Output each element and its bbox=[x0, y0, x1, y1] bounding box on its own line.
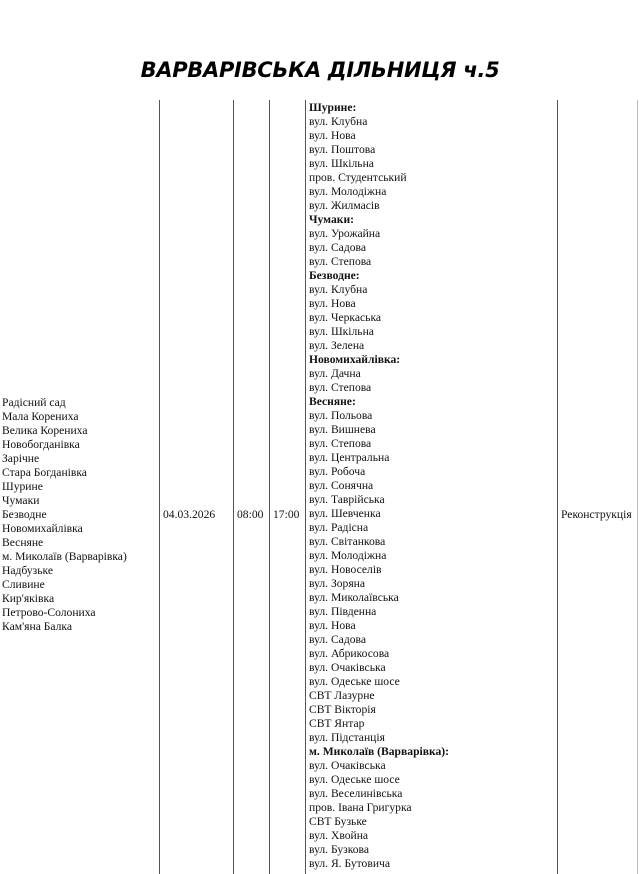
street-item: вул. Польова bbox=[309, 409, 373, 422]
settlements-cell bbox=[2, 396, 127, 634]
street-item: пров. Студентський bbox=[309, 171, 407, 184]
work-type-cell: Реконструкція bbox=[561, 508, 632, 521]
street-item: вул. Молодіжна bbox=[309, 185, 387, 198]
street-item: вул. Поштова bbox=[309, 143, 376, 156]
street-item: вул. Степова bbox=[309, 255, 372, 268]
settlement-item: Новобогданівка bbox=[2, 438, 80, 451]
column-divider bbox=[637, 100, 638, 874]
settlement-item: Велика Корениха bbox=[2, 424, 88, 437]
street-item: вул. Вишнева bbox=[309, 423, 376, 436]
locality-header: Безводне: bbox=[309, 269, 360, 282]
start-time-cell: 08:00 bbox=[237, 508, 264, 521]
street-item: вул. Очаківська bbox=[309, 661, 386, 674]
street-item: вул. Черкаська bbox=[309, 311, 382, 324]
street-item: вул. Урожайна bbox=[309, 227, 381, 240]
locality-header: Чумаки: bbox=[309, 213, 354, 226]
settlement-item: Безводне bbox=[2, 508, 47, 521]
page-title: ВАРВАРІВСЬКА ДІЛЬНИЦЯ ч.5 bbox=[140, 58, 500, 82]
street-item: вул. Зелена bbox=[309, 339, 365, 352]
column-divider bbox=[159, 100, 160, 874]
street-item: вул. Миколаївська bbox=[309, 591, 399, 604]
settlement-item: Кир'яківка bbox=[2, 592, 55, 605]
street-item: вул. Південна bbox=[309, 605, 377, 618]
street-item: вул. Центральна bbox=[309, 451, 390, 464]
street-item: вул. Садова bbox=[309, 633, 366, 646]
settlement-item: Стара Богданівка bbox=[2, 466, 87, 479]
streets-cell bbox=[309, 101, 449, 871]
settlement-item: Надбузьке bbox=[2, 564, 54, 577]
column-divider bbox=[305, 100, 306, 874]
settlement-item: Весняне bbox=[2, 536, 44, 549]
street-item: вул. Таврійська bbox=[309, 493, 385, 506]
settlement-item: Шурине bbox=[2, 480, 43, 493]
street-item: вул. Новоселів bbox=[309, 563, 382, 576]
column-divider bbox=[557, 100, 558, 874]
street-item: вул. Садова bbox=[309, 241, 366, 254]
settlement-item: Сливине bbox=[2, 578, 45, 591]
street-item: вул. Зоряна bbox=[309, 577, 366, 590]
settlement-item: Чумаки bbox=[2, 494, 40, 507]
locality-header: Весняне: bbox=[309, 395, 356, 408]
street-item: вул. Бузкова bbox=[309, 843, 370, 856]
street-item: вул. Нова bbox=[309, 619, 356, 632]
street-item: СВТ Лазурне bbox=[309, 689, 375, 702]
street-item: вул. Нова bbox=[309, 297, 356, 310]
locality-header: Шурине: bbox=[309, 101, 357, 114]
street-item: вул. Сонячна bbox=[309, 479, 374, 492]
street-item: вул. Степова bbox=[309, 437, 372, 450]
street-item: вул. Шкільна bbox=[309, 157, 374, 170]
street-item: вул. Шкільна bbox=[309, 325, 374, 338]
street-item: вул. Веселинівська bbox=[309, 787, 403, 800]
street-item: СВТ Вікторія bbox=[309, 703, 376, 716]
street-item: вул. Очаківська bbox=[309, 759, 386, 772]
street-item: вул. Одеське шосе bbox=[309, 773, 400, 786]
locality-header: м. Миколаїв (Варварівка): bbox=[309, 745, 450, 758]
street-item: СВТ Янтар bbox=[309, 717, 365, 730]
street-item: вул. Одеське шосе bbox=[309, 675, 400, 688]
column-divider bbox=[269, 100, 270, 874]
street-item: вул. Молодіжна bbox=[309, 549, 387, 562]
street-item: вул. Шевченка bbox=[309, 507, 381, 520]
end-time-cell: 17:00 bbox=[273, 508, 300, 521]
street-item: вул. Нова bbox=[309, 129, 356, 142]
street-item: вул. Я. Бутовича bbox=[309, 857, 391, 870]
street-item: вул. Хвойна bbox=[309, 829, 369, 842]
settlement-item: Мала Корениха bbox=[2, 410, 79, 423]
street-item: пров. Івана Григурка bbox=[309, 801, 412, 814]
street-item: вул. Клубна bbox=[309, 283, 368, 296]
date-cell: 04.03.2026 bbox=[163, 508, 216, 521]
settlement-item: м. Миколаїв (Варварівка) bbox=[2, 550, 127, 563]
street-item: вул. Робоча bbox=[309, 465, 366, 478]
column-divider bbox=[233, 100, 234, 874]
settlement-item: Зарічне bbox=[2, 452, 40, 465]
locality-header: Новомихайлівка: bbox=[309, 353, 401, 366]
street-item: вул. Світанкова bbox=[309, 535, 386, 548]
street-item: вул. Степова bbox=[309, 381, 372, 394]
street-item: вул. Клубна bbox=[309, 115, 368, 128]
street-item: вул. Радісна bbox=[309, 521, 369, 534]
settlement-item: Петрово-Солониха bbox=[2, 606, 96, 619]
street-item: вул. Підстанція bbox=[309, 731, 385, 744]
street-item: СВТ Бузьке bbox=[309, 815, 367, 828]
settlement-item: Кам'яна Балка bbox=[2, 620, 73, 633]
settlement-item: Радісний сад bbox=[2, 396, 66, 409]
settlement-item: Новомихайлівка bbox=[2, 522, 83, 535]
street-item: вул. Абрикосова bbox=[309, 647, 390, 660]
street-item: вул. Дачна bbox=[309, 367, 361, 380]
street-item: вул. Жилмасів bbox=[309, 199, 380, 212]
